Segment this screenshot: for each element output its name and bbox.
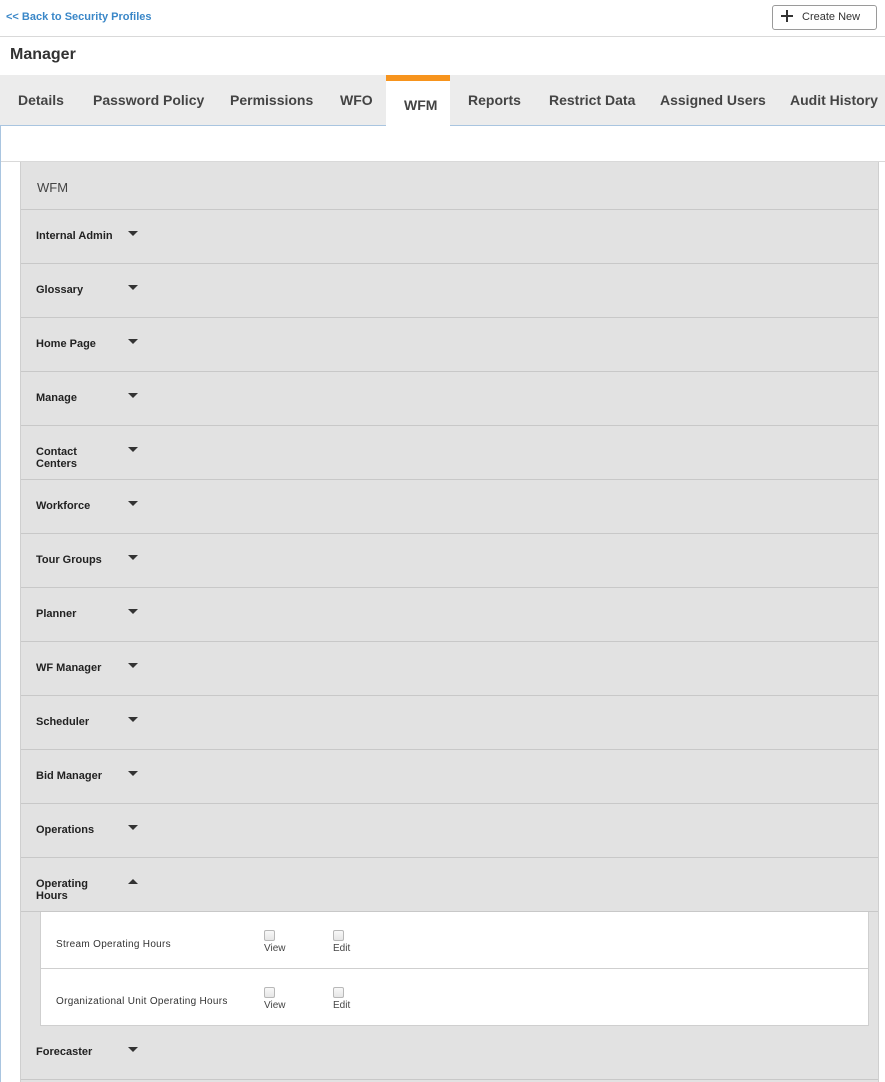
view-checkbox[interactable] — [264, 930, 275, 941]
caret-up-icon[interactable] — [128, 879, 138, 884]
tab-label: Restrict Data — [549, 92, 636, 108]
caret-down-icon[interactable] — [128, 1047, 138, 1052]
caret-down-icon[interactable] — [128, 555, 138, 560]
section-label: Glossary — [36, 284, 84, 296]
tab-wfm[interactable] — [386, 75, 450, 126]
tab-label: Password Policy — [93, 92, 205, 108]
caret-down-icon[interactable] — [128, 285, 138, 290]
section-label: Manage — [36, 392, 77, 404]
section-planner[interactable] — [21, 588, 878, 642]
section-label: Home Page — [36, 338, 96, 350]
section-operations[interactable] — [21, 804, 878, 858]
tab-label: Assigned Users — [660, 92, 766, 108]
section-wf-manager[interactable] — [21, 642, 878, 696]
section-home-page[interactable] — [21, 318, 878, 372]
tab-label: Details — [18, 92, 64, 108]
caret-down-icon[interactable] — [128, 663, 138, 668]
caret-down-icon[interactable] — [128, 393, 138, 398]
page-title: Manager — [10, 46, 76, 63]
tab-label: WFM — [404, 97, 438, 113]
tab-assigned-users[interactable] — [643, 75, 773, 126]
top-bar — [0, 0, 885, 37]
tab-label: WFO — [340, 92, 373, 108]
tab-permissions[interactable] — [214, 75, 325, 126]
tab-label: Reports — [468, 92, 521, 108]
section-label: Operating Hours — [36, 878, 88, 902]
tab-label: Permissions — [230, 92, 314, 108]
edit-label: Edit — [333, 943, 351, 954]
view-label: View — [264, 943, 286, 954]
back-to-security-profiles-link[interactable]: << Back to Security Profiles — [6, 11, 152, 23]
section-label: Contact Centers — [36, 446, 77, 470]
section-label: Tour Groups — [36, 554, 102, 566]
section-glossary[interactable] — [21, 264, 878, 318]
tab-restrict-data[interactable] — [533, 75, 643, 126]
panel-title: WFM — [37, 180, 69, 195]
caret-down-icon[interactable] — [128, 447, 138, 452]
edit-checkbox[interactable] — [333, 930, 344, 941]
section-internal-admin[interactable] — [21, 210, 878, 264]
section-label: Internal Admin — [36, 230, 113, 242]
section-scheduler[interactable] — [21, 696, 878, 750]
caret-down-icon[interactable] — [128, 825, 138, 830]
plus-icon — [780, 9, 794, 23]
tab-label: Audit History — [790, 92, 878, 108]
create-new-label: Create New — [802, 11, 861, 23]
create-new-button[interactable] — [772, 5, 877, 30]
section-workforce[interactable] — [21, 480, 878, 534]
permission-label: Stream Operating Hours — [56, 939, 171, 950]
section-bid-manager[interactable] — [21, 750, 878, 804]
tab-audit-history[interactable] — [773, 75, 885, 126]
content-left-border — [0, 126, 1, 1082]
tab-reports[interactable] — [450, 75, 533, 126]
caret-down-icon[interactable] — [128, 609, 138, 614]
permission-row — [40, 912, 869, 969]
section-operating-hours[interactable] — [21, 858, 878, 912]
edit-label: Edit — [333, 1000, 351, 1011]
section-label: Bid Manager — [36, 770, 103, 782]
caret-down-icon[interactable] — [128, 771, 138, 776]
section-tour-groups[interactable] — [21, 534, 878, 588]
section-label: Operations — [36, 824, 95, 836]
caret-down-icon[interactable] — [128, 339, 138, 344]
permission-label: Organizational Unit Operating Hours — [56, 996, 228, 1007]
section-label: Planner — [36, 608, 77, 620]
tab-wfo[interactable] — [325, 75, 386, 126]
edit-checkbox[interactable] — [333, 987, 344, 998]
tab-password-policy[interactable] — [78, 75, 214, 126]
section-manage[interactable] — [21, 372, 878, 426]
section-label: Forecaster — [36, 1046, 93, 1058]
section-label: Scheduler — [36, 716, 90, 728]
caret-down-icon[interactable] — [128, 501, 138, 506]
content-spacer — [1, 126, 885, 162]
caret-down-icon[interactable] — [128, 231, 138, 236]
caret-down-icon[interactable] — [128, 717, 138, 722]
section-label: WF Manager — [36, 662, 102, 674]
permission-row — [40, 969, 869, 1026]
tab-details[interactable] — [0, 75, 78, 126]
tab-bar — [0, 75, 885, 126]
section-label: Workforce — [36, 500, 91, 512]
view-checkbox[interactable] — [264, 987, 275, 998]
section-forecaster[interactable] — [21, 1026, 878, 1080]
section-contact-centers[interactable] — [21, 426, 878, 480]
view-label: View — [264, 1000, 286, 1011]
